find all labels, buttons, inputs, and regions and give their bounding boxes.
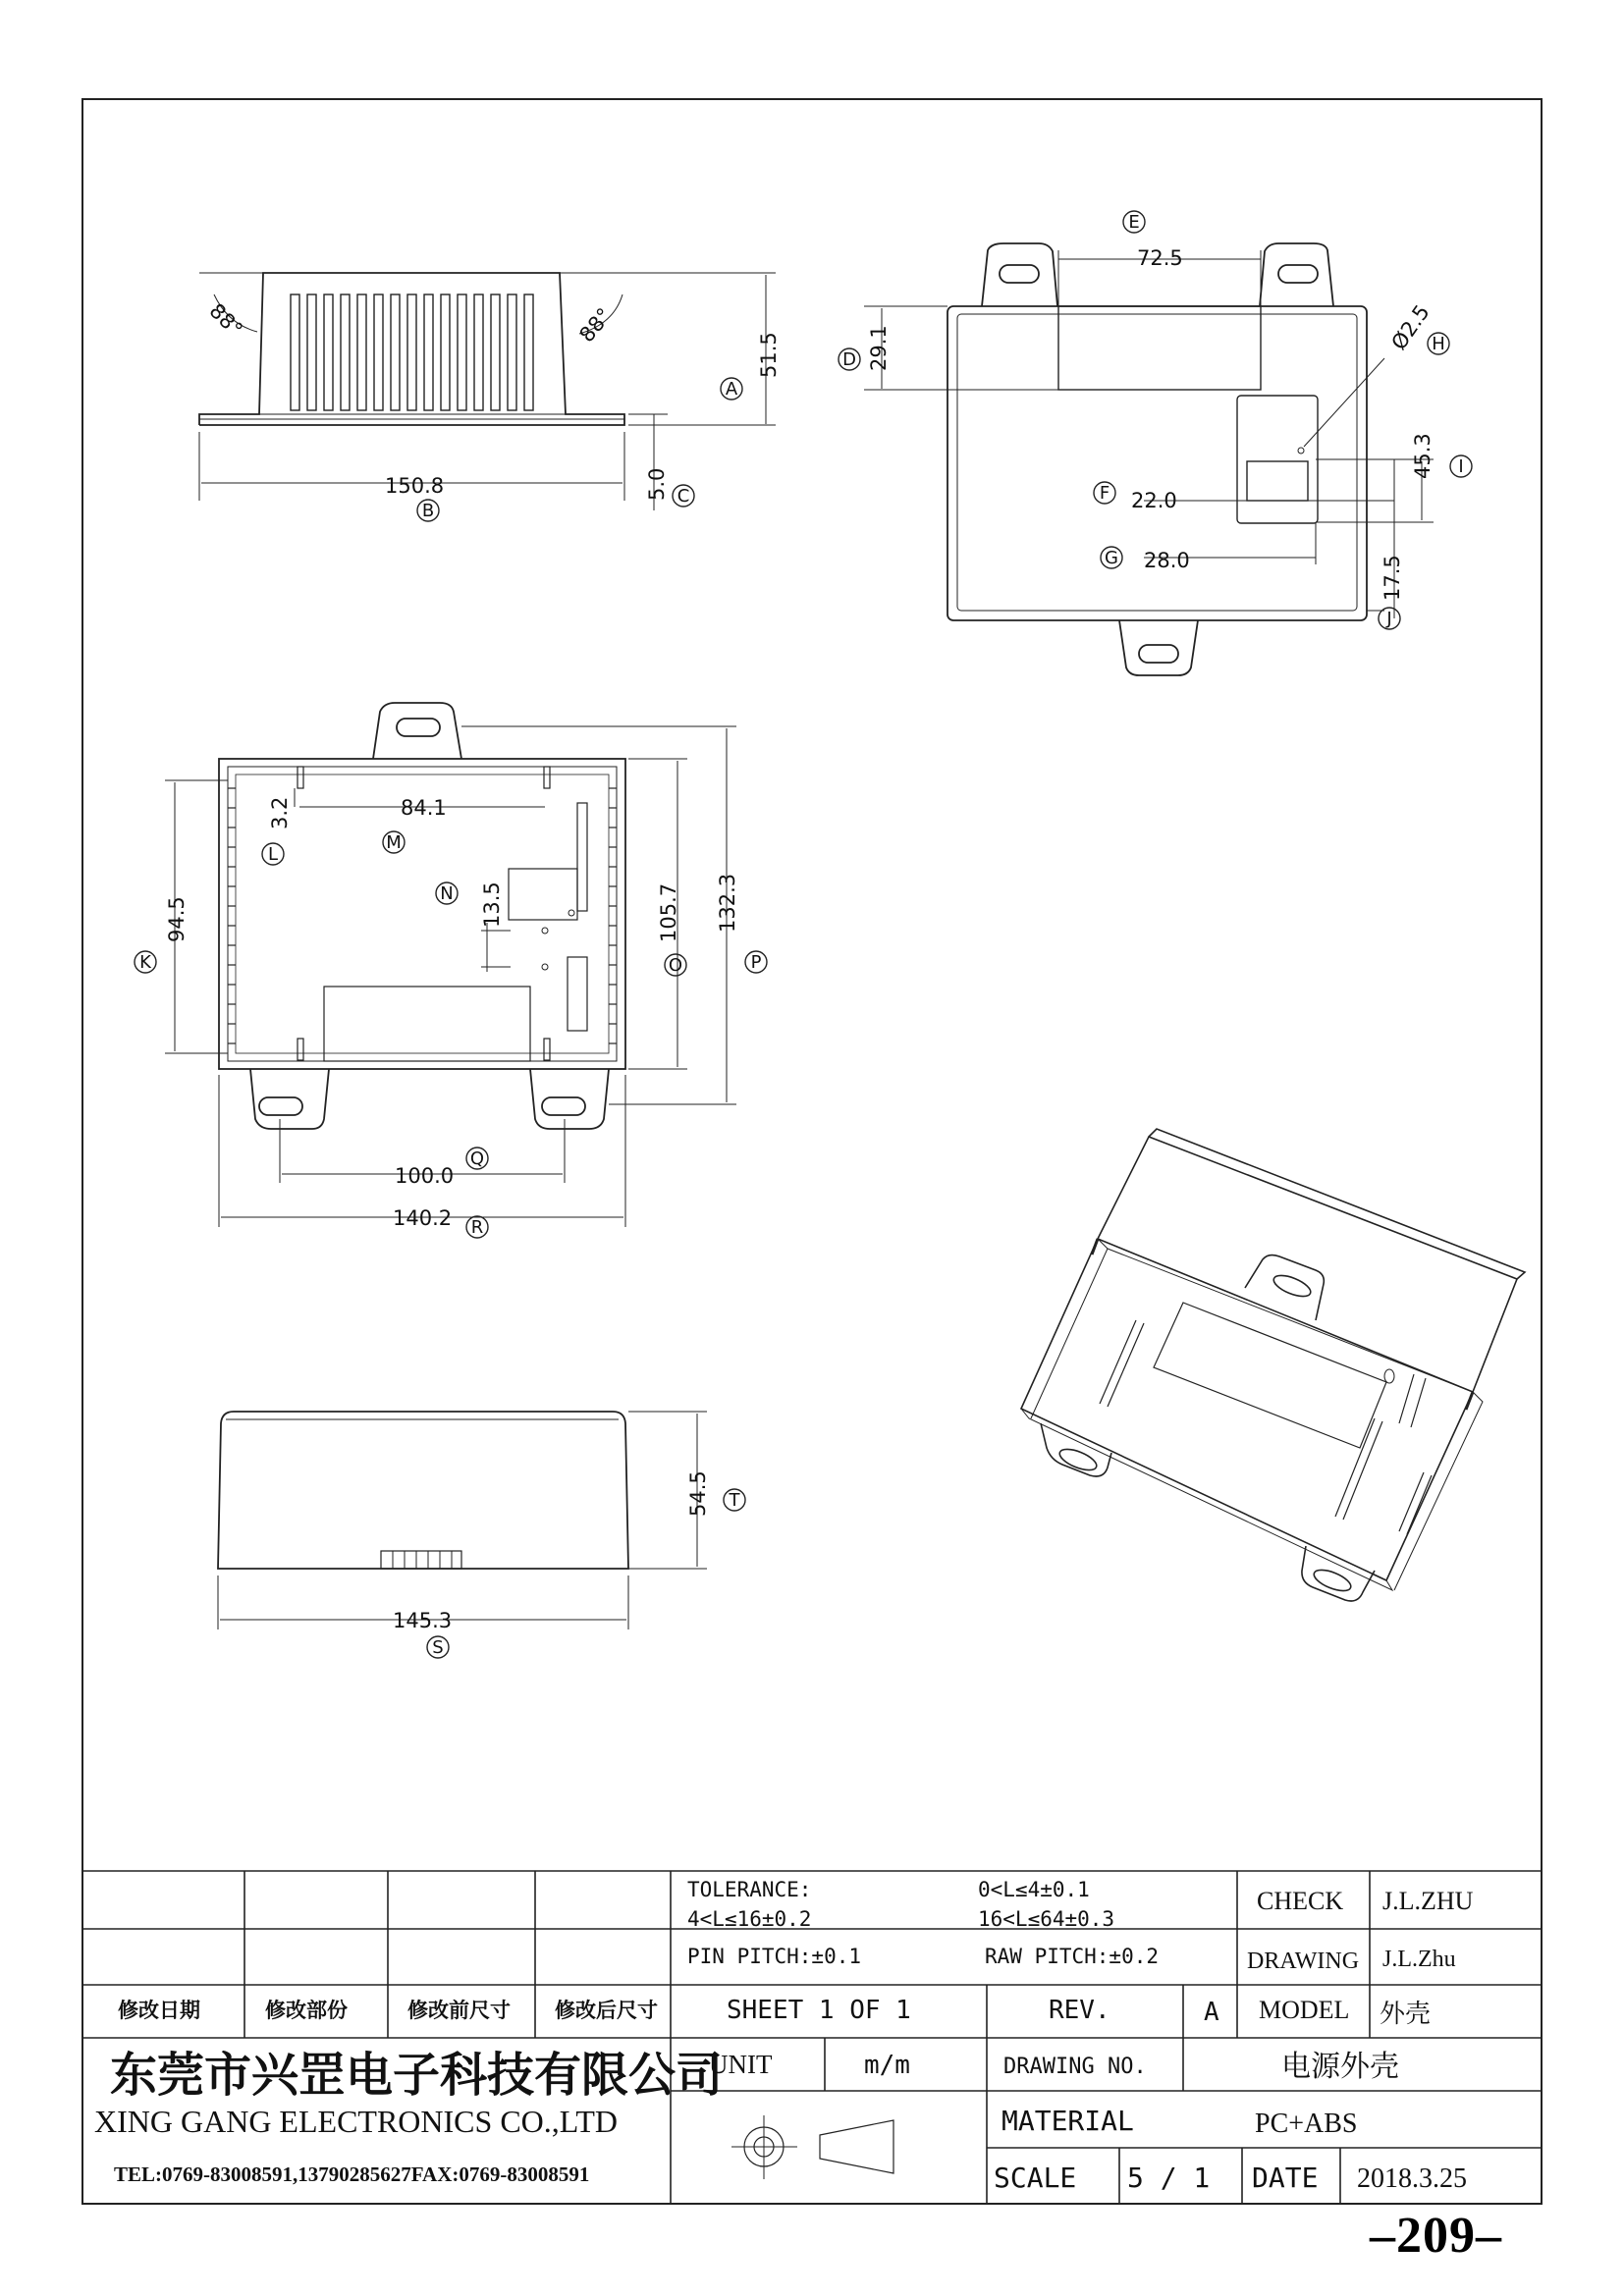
front-angle-right: 88° xyxy=(574,303,617,347)
material-label: MATERIAL xyxy=(1001,2105,1134,2137)
dim-hole-dia: Ø2.5 xyxy=(1386,300,1435,354)
callout-t: T xyxy=(729,1490,740,1511)
unit-label: UNIT xyxy=(709,2050,773,2079)
unit-value: m/m xyxy=(864,2051,910,2080)
callout-q: Q xyxy=(469,1148,485,1169)
dim-45-3: 45.3 xyxy=(1411,433,1435,479)
tolerance-range-2: 4<L≤16±0.2 xyxy=(687,1907,812,1931)
dim-length: 150.8 xyxy=(385,474,445,498)
page-number: –209– xyxy=(1370,2208,1502,2264)
callout-f: F xyxy=(1099,483,1110,504)
dim-height: 51.5 xyxy=(757,332,781,378)
callout-i: I xyxy=(1458,456,1464,477)
drawing-no-label: DRAWING NO. xyxy=(1003,2055,1147,2079)
drawing-value: J.L.Zhu xyxy=(1382,1947,1456,1972)
scale-value: 5 / 1 xyxy=(1127,2162,1211,2194)
callout-l: L xyxy=(267,844,279,865)
callout-j: J xyxy=(1386,609,1392,629)
check-value: J.L.ZHU xyxy=(1382,1887,1474,1915)
model-label: MODEL xyxy=(1259,1996,1350,2024)
callout-b: B xyxy=(421,501,435,521)
title-block xyxy=(82,1871,1542,2204)
material-value: PC+ABS xyxy=(1255,2109,1358,2139)
dim-22-0: 22.0 xyxy=(1131,489,1177,512)
dim-100-0: 100.0 xyxy=(395,1164,455,1188)
raw-pitch: RAW PITCH:±0.2 xyxy=(985,1945,1160,1968)
callout-d: D xyxy=(842,349,856,370)
front-angle-left: 88° xyxy=(204,298,247,342)
rev-header-after: 修改后尺寸 xyxy=(555,1999,658,2022)
callout-a: A xyxy=(725,379,738,400)
scale-label: SCALE xyxy=(994,2162,1077,2194)
callout-p: P xyxy=(750,952,762,973)
date-value: 2018.3.25 xyxy=(1357,2163,1467,2194)
callout-e: E xyxy=(1128,212,1140,233)
dim-140-2: 140.2 xyxy=(393,1206,453,1230)
model-value: 外壳 xyxy=(1380,2000,1432,2028)
dim-17-5: 17.5 xyxy=(1380,555,1404,601)
callout-k: K xyxy=(139,952,151,973)
dim-84-1: 84.1 xyxy=(401,796,447,820)
tolerance-label: TOLERANCE: xyxy=(687,1878,812,1901)
pin-pitch: PIN PITCH:±0.1 xyxy=(687,1945,862,1968)
rev-header-before: 修改前尺寸 xyxy=(407,1999,511,2022)
dim-132-3: 132.3 xyxy=(716,873,739,933)
dim-29-1: 29.1 xyxy=(867,325,891,371)
rev-value: A xyxy=(1204,1998,1219,2027)
dim-28-0: 28.0 xyxy=(1144,549,1190,572)
side-view xyxy=(218,1412,707,1629)
rev-header-part: 修改部份 xyxy=(265,1999,348,2022)
callout-n: N xyxy=(440,883,454,904)
dim-foot: 5.0 xyxy=(645,467,669,501)
rev-header-date: 修改日期 xyxy=(118,1999,200,2022)
isometric-view xyxy=(1021,1129,1525,1601)
company-name-en: XING GANG ELECTRONICS CO.,LTD xyxy=(94,2104,619,2139)
callout-s: S xyxy=(432,1637,444,1658)
company-name-cn: 东莞市兴罡电子科技有限公司 xyxy=(110,2050,724,2102)
tolerance-range-1: 0<L≤4±0.1 xyxy=(978,1878,1090,1901)
callout-g: G xyxy=(1105,548,1118,568)
callout-o: O xyxy=(668,955,683,976)
page-number-value: 209 xyxy=(1396,2208,1476,2264)
inner-view xyxy=(165,703,736,1227)
front-view xyxy=(199,273,776,510)
dim-3-2: 3.2 xyxy=(268,796,292,829)
dim-94-5: 94.5 xyxy=(165,896,189,942)
dim-72-5: 72.5 xyxy=(1137,246,1183,270)
drawing-no-value: 电源外壳 xyxy=(1281,2051,1399,2083)
callout-r: R xyxy=(470,1217,484,1238)
rev-label: REV. xyxy=(1049,1996,1110,2025)
callout-c: C xyxy=(677,486,690,507)
dim-145-3: 145.3 xyxy=(393,1609,453,1632)
dim-105-7: 105.7 xyxy=(657,882,680,942)
date-label: DATE xyxy=(1252,2162,1319,2194)
callout-h: H xyxy=(1432,334,1445,354)
contact-info: TEL:0769-83008591,13790285627FAX:0769-83008591 xyxy=(114,2163,590,2186)
check-label: CHECK xyxy=(1257,1887,1344,1915)
callout-m: M xyxy=(386,832,402,853)
dim-13-5: 13.5 xyxy=(480,881,504,928)
sheet-info: SHEET 1 OF 1 xyxy=(727,1996,911,2025)
tolerance-range-3: 16<L≤64±0.3 xyxy=(978,1907,1115,1931)
dim-54-5: 54.5 xyxy=(686,1470,710,1517)
top-view xyxy=(864,243,1434,675)
drawing-label: DRAWING xyxy=(1247,1949,1360,1974)
